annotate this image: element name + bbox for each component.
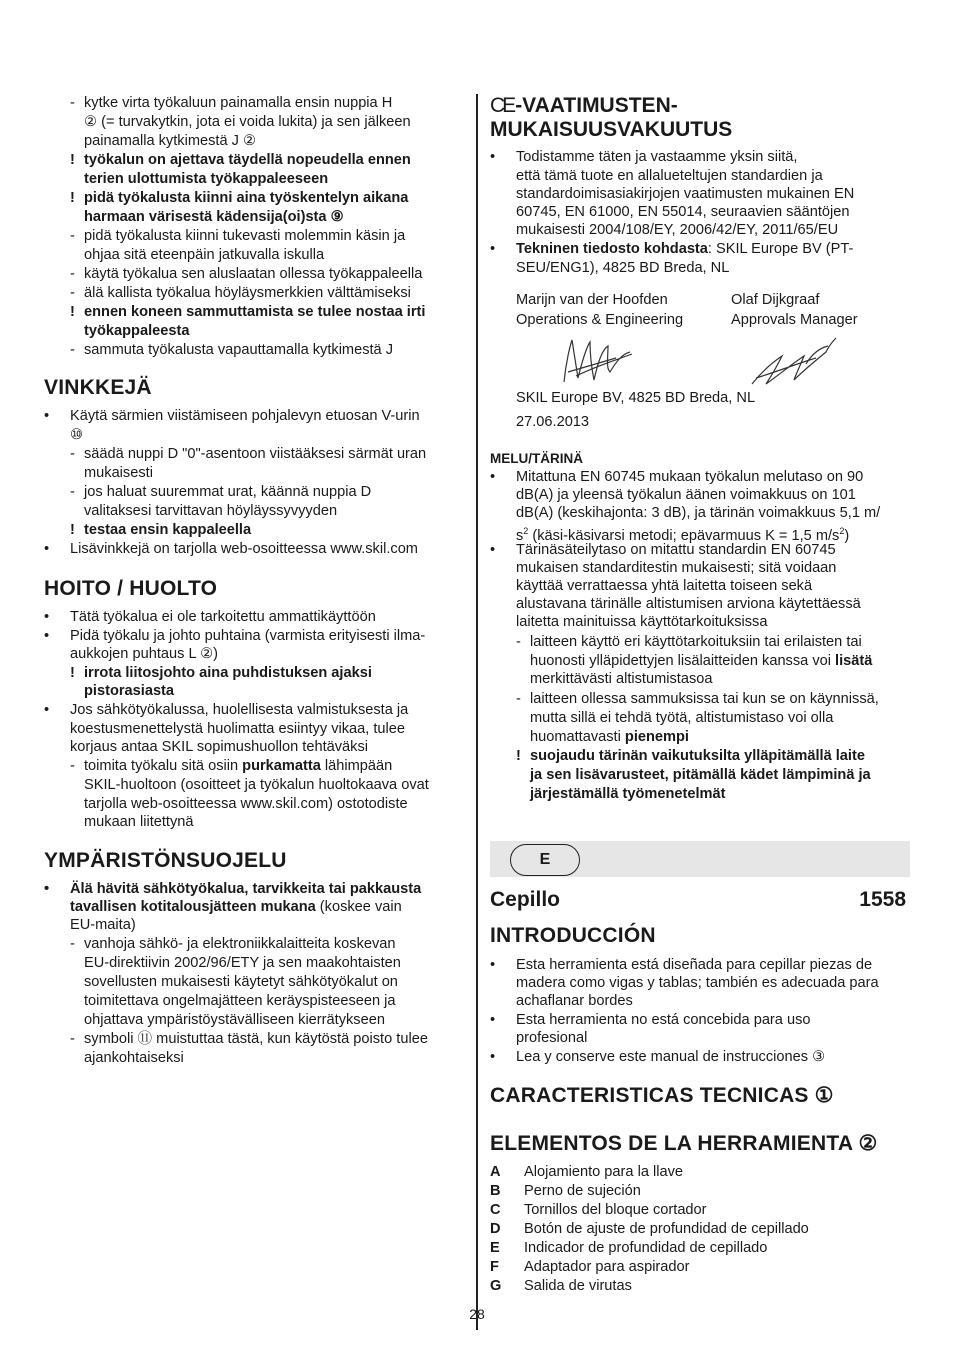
list-item-text: käytä työkalua sen aluslaatan ollessa työkappaleella: [84, 266, 423, 282]
list-item-text: terien ulottumista työkappaleeseen: [84, 171, 329, 187]
list-item-text: ② (= turvakytkin, jota ei voida lukita) ja sen jälkeen: [84, 114, 411, 130]
list-item-text: ennen koneen sammuttamista se tulee nostaa irti: [84, 304, 426, 320]
ce-mark: CE: [490, 94, 514, 117]
list-item-text: pidä työkalusta kiinni tukevasti molemmin käsin ja: [84, 228, 406, 244]
element-letter: D: [490, 1221, 501, 1237]
list-item-text: älä kallista työkalua höyläysmerkkien välttämiseksi: [84, 285, 411, 301]
list-item-text: kytke virta työkaluun painamalla ensin nuppia H: [84, 95, 393, 111]
section-title-caracteristicas: CARACTERISTICAS TECNICAS ①: [490, 1084, 834, 1107]
element-letter: C: [490, 1202, 501, 1218]
signatory-1-name: Marijn van der Hoofden: [516, 292, 668, 308]
element-description: Perno de sujeción: [524, 1183, 641, 1199]
language-bar: [490, 841, 910, 877]
list-item-mark: !: [70, 304, 75, 320]
conformity-title-line2: MUKAISUUSVAKUUTUS: [490, 118, 733, 141]
section-title-vinkkeja: VINKKEJÄ: [44, 376, 152, 399]
declaration-date: 27.06.2013: [516, 414, 590, 430]
section-title-ymparistonsuojelu: YMPÄRISTÖNSUOJELU: [44, 849, 287, 872]
signature-1-image: [556, 332, 636, 388]
list-item-mark: !: [70, 190, 75, 206]
list-item-text: sammuta työkalusta vapauttamalla kytkimestä J: [84, 342, 394, 358]
language-badge: E: [510, 844, 580, 876]
conformity-title: CE-VAATIMUSTEN-: [490, 94, 678, 117]
list-item-text: painamalla kytkimestä J ②: [84, 133, 257, 149]
element-letter: E: [490, 1240, 500, 1256]
list-item-mark: -: [70, 266, 75, 282]
element-letter: G: [490, 1278, 502, 1294]
element-description: Indicador de profundidad de cepillado: [524, 1240, 768, 1256]
list-item-text: harmaan värisestä kädensija(oi)sta ⑨: [84, 209, 344, 225]
element-letter: B: [490, 1183, 501, 1199]
element-letter: A: [490, 1164, 501, 1180]
element-description: Salida de virutas: [524, 1278, 632, 1294]
section-title-elementos: ELEMENTOS DE LA HERRAMIENTA ②: [490, 1132, 878, 1155]
signatory-1-role: Operations & Engineering: [516, 312, 684, 328]
list-item-text: ohjaa sitä eteenpäin jatkuvalla iskulla: [84, 247, 325, 263]
product-number: 1558: [859, 888, 906, 911]
section-title-introduccion: INTRODUCCIÓN: [490, 924, 656, 947]
list-item-mark: -: [70, 342, 75, 358]
element-description: Alojamiento para la llave: [524, 1164, 683, 1180]
company-address: SKIL Europe BV, 4825 BD Breda, NL: [516, 390, 756, 406]
list-item-text: työkappaleesta: [84, 323, 190, 339]
column-divider: [476, 94, 478, 1330]
list-item-mark: !: [70, 152, 75, 168]
list-item-mark: -: [70, 228, 75, 244]
signatory-2-role: Approvals Manager: [731, 312, 858, 328]
element-description: Adaptador para aspirador: [524, 1259, 690, 1275]
list-item-text: pidä työkalusta kiinni aina työskentelyn aikana: [84, 190, 409, 206]
list-item-text: työkalun on ajettava täydellä nopeudella ennen: [84, 152, 411, 168]
product-name: Cepillo: [490, 888, 561, 911]
element-description: Tornillos del bloque cortador: [524, 1202, 707, 1218]
element-letter: F: [490, 1259, 499, 1275]
signature-2-image: [746, 334, 842, 390]
signatory-2-name: Olaf Dijkgraaf: [731, 292, 820, 308]
page-number: 28: [469, 1306, 485, 1322]
section-title-hoito: HOITO / HUOLTO: [44, 577, 218, 600]
element-description: Botón de ajuste de profundidad de cepillado: [524, 1221, 809, 1237]
noise-vibration-heading: MELU/TÄRINÄ: [490, 451, 583, 466]
list-item-mark: -: [70, 95, 75, 111]
list-item-mark: -: [70, 285, 75, 301]
